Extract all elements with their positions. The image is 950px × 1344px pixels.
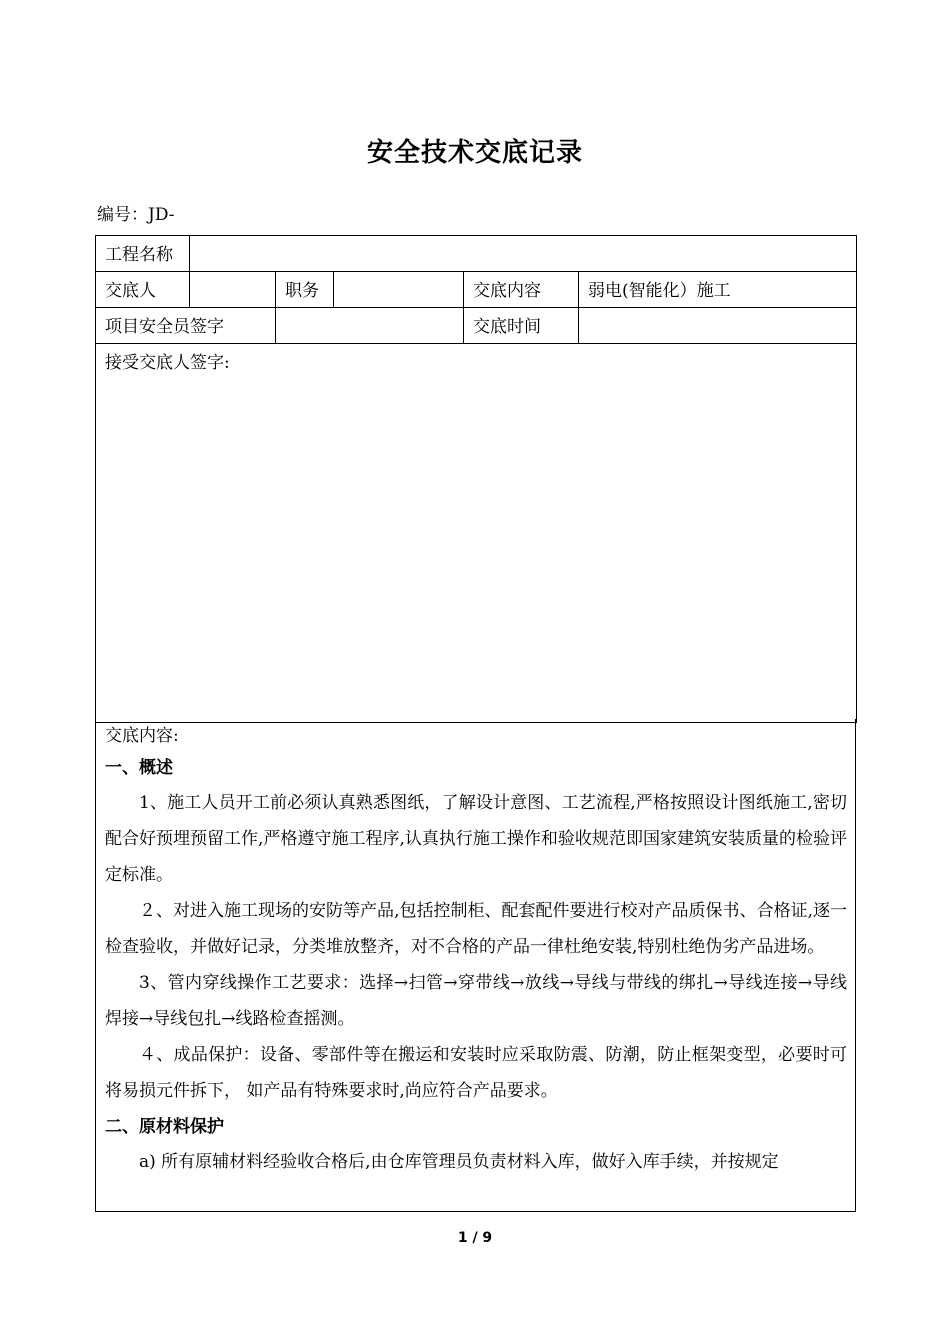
position-label: 职务 — [276, 272, 334, 308]
handover-content-section — [95, 719, 856, 1212]
section-heading-materials: 二、原材料保护 — [105, 1117, 224, 1137]
safety-officer-signature-field[interactable] — [276, 308, 464, 344]
receiver-signature-area[interactable] — [96, 344, 857, 723]
paragraph-3: 3、管内穿线操作工艺要求：选择→扫管→穿带线→放线→导线与带线的绑扎→导线连接→导线焊接→导线包扎→线路检查摇测。 — [105, 973, 847, 1029]
page-number: 1 / 9 — [457, 1230, 493, 1246]
project-name-label: 工程名称 — [96, 236, 190, 272]
safety-officer-label: 项目安全员签字 — [96, 308, 276, 344]
handover-content-field[interactable]: 弱电(智能化）施工 — [579, 272, 857, 308]
position-field[interactable] — [334, 272, 464, 308]
paragraph-4: ４、成品保护：设备、零部件等在搬运和安装时应采取防震、防潮，防止框架变型，必要时可将易损元件拆下， 如产品有特殊要求时,尚应符合产品要求。 — [105, 1045, 847, 1101]
receiver-signature-label: 接受交底人签字: — [105, 353, 230, 373]
document-number: 编号：JD- — [97, 205, 175, 225]
paragraph-2: ２、对进入施工现场的安防等产品,包括控制柜、配套配件要进行校对产品质保书、合格证,逐一检查验收，并做好记录，分类堆放整齐，对不合格的产品一律杜绝安装,特别杜绝伪劣产品进场。 — [105, 901, 847, 957]
document-title: 安全技术交底记录 — [366, 138, 583, 168]
table-row — [96, 272, 857, 308]
section-heading-overview: 一、概述 — [105, 758, 173, 778]
paragraph-5: a) 所有原辅材料经验收合格后,由仓库管理员负责材料入库，做好入库手续，并按规定 — [139, 1152, 779, 1172]
paragraph-1: 1、施工人员开工前必须认真熟悉图纸，了解设计意图、工艺流程,严格按照设计图纸施工,密切配合好预埋预留工作,严格遵守施工程序,认真执行施工操作和验收规范即国家建筑安装质量的检验评定标准。 — [105, 793, 847, 885]
presenter-label: 交底人 — [96, 272, 190, 308]
handover-info-table — [95, 235, 857, 723]
handover-time-label: 交底时间 — [464, 308, 579, 344]
table-row — [96, 236, 857, 272]
project-name-field[interactable] — [190, 236, 857, 272]
table-row — [96, 308, 857, 344]
presenter-field[interactable] — [190, 272, 276, 308]
handover-time-field[interactable] — [579, 308, 857, 344]
handover-content-label: 交底内容 — [464, 272, 579, 308]
content-label: 交底内容: — [105, 726, 179, 746]
table-row — [96, 344, 857, 723]
